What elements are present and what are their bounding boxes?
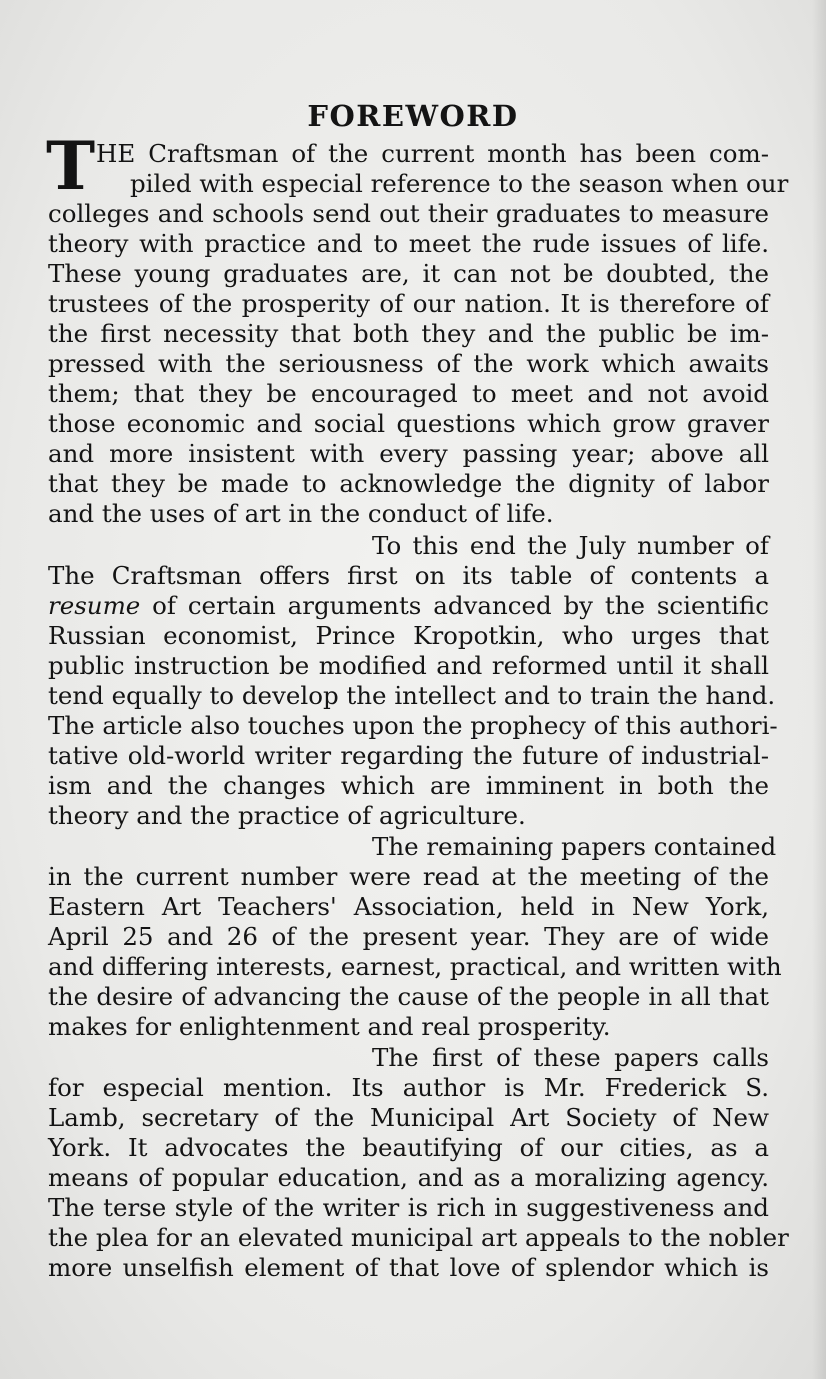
- text-line: that they be made to acknowledge the dignity of labor: [48, 469, 769, 498]
- text-line: The first of these papers calls: [372, 1043, 769, 1072]
- text-line: York. It advocates the beautifying of our cities, as a: [48, 1133, 769, 1162]
- text-line: those economic and social questions which grow graver: [48, 409, 769, 438]
- text-line: The Craftsman offers first on its table of contents a: [48, 561, 769, 590]
- text-line: piled with especial reference to the season when our: [130, 169, 789, 198]
- text-line: them; that they be encouraged to meet and not avoid: [48, 379, 769, 408]
- drop-cap: T: [46, 127, 96, 205]
- text-line: April 25 and 26 of the present year. They are of wide: [48, 922, 769, 951]
- text-line: in the current number were read at the meeting of the: [48, 862, 769, 891]
- text-line: colleges and schools send out their graduates to measure: [48, 199, 769, 228]
- text-line: Russian economist, Prince Kropotkin, who urges that: [48, 621, 769, 650]
- text-line: pressed with the seriousness of the work which awaits: [48, 349, 769, 378]
- text-line: for especial mention. Its author is Mr. Frederick S.: [48, 1073, 769, 1102]
- text-line: tative old-world writer regarding the future of industrial-: [48, 741, 769, 770]
- text-line: and more insistent with every passing year; above all: [48, 439, 769, 468]
- text-line: and differing interests, earnest, practical, and written with: [48, 952, 782, 981]
- text-line: The terse style of the writer is rich in suggestiveness and: [48, 1193, 769, 1222]
- text-line: To this end the July number of: [372, 531, 769, 560]
- text-line: Eastern Art Teachers' Association, held in New York,: [48, 892, 769, 921]
- text-line: trustees of the prosperity of our nation. It is therefore of: [48, 289, 769, 318]
- page-title: FOREWORD: [307, 99, 519, 133]
- text-line: the first necessity that both they and the public be im-: [48, 319, 769, 348]
- text-line: ism and the changes which are imminent in both the: [48, 771, 769, 800]
- text-line: tend equally to develop the intellect and to train the hand.: [48, 681, 776, 710]
- text-line: the plea for an elevated municipal art appeals to the nobler: [48, 1223, 789, 1252]
- text-span: of certain arguments advanced by the scientific: [140, 591, 769, 620]
- text-line: The remaining papers contained: [372, 832, 777, 861]
- text-line: and the uses of art in the conduct of life.: [48, 499, 554, 528]
- text-line: more unselfish element of that love of splendor which is: [48, 1253, 769, 1282]
- italic-word: resume: [48, 591, 141, 620]
- text-line: These young graduates are, it can not be doubted, the: [48, 259, 769, 288]
- text-line: The article also touches upon the prophecy of this authori-: [48, 711, 778, 740]
- text-line: theory with practice and to meet the rude issues of life.: [48, 229, 769, 258]
- text-line: theory and the practice of agriculture.: [48, 801, 526, 830]
- text-line: public instruction be modified and reformed until it shall: [48, 651, 769, 680]
- text-line: the desire of advancing the cause of the people in all that: [48, 982, 769, 1011]
- text-line: means of popular education, and as a moralizing agency.: [48, 1163, 769, 1192]
- text-line: HE Craftsman of the current month has been com-: [96, 139, 769, 168]
- text-line: makes for enlightenment and real prosperity.: [48, 1012, 611, 1041]
- text-line: [48, 591, 769, 621]
- text-line: Lamb, secretary of the Municipal Art Society of New: [48, 1103, 769, 1132]
